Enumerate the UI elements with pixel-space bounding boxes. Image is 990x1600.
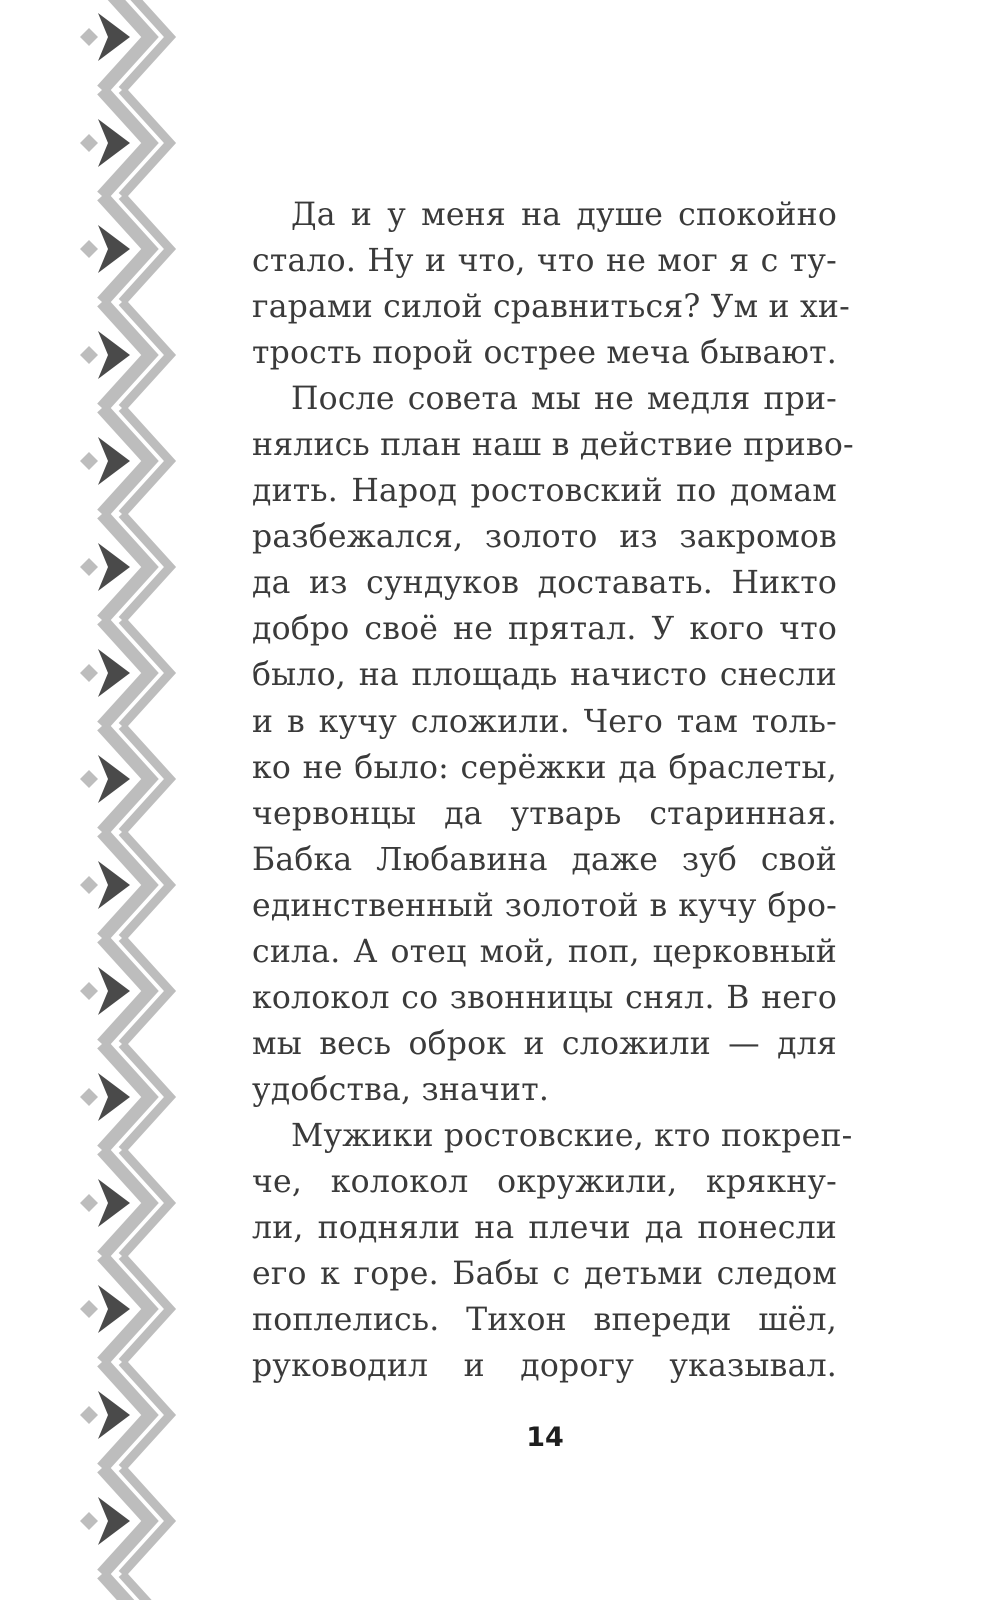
text-line: че, колокол окружили, крякну- <box>252 1163 837 1200</box>
ornament-diamond <box>80 240 98 258</box>
page-number: 14 <box>526 1422 564 1453</box>
ornament-chevron-arrow <box>98 1179 130 1227</box>
ornament-diamond <box>80 770 98 788</box>
ornament-chevron-arrow <box>98 649 130 697</box>
text-line: стало. Ну и что, что не мог я с ту- <box>252 243 837 280</box>
ornament-chevron-arrow <box>98 861 130 909</box>
ornament-chevron-arrow <box>98 119 130 167</box>
text-line: поплелись. Тихон впереди шёл, <box>252 1302 837 1339</box>
ornament-diamond <box>80 1300 98 1318</box>
text-line: мы весь оброк и сложили — для <box>252 1025 837 1062</box>
ornament-diamond <box>80 558 98 576</box>
text-line: гарами силой сравниться? Ум и хи- <box>252 289 850 326</box>
text-line: Мужики ростовские, кто покреп- <box>291 1117 853 1154</box>
text-line: руководил и дорогу указывал. <box>252 1348 837 1385</box>
ornament-diamond <box>80 452 98 470</box>
ornament-diamond <box>80 1088 98 1106</box>
text-line: ко не было: серёжки да браслеты, <box>252 749 837 786</box>
ornament-chevron-arrow <box>98 967 130 1015</box>
ornament-chevron-arrow <box>98 1073 130 1121</box>
text-line: Да и у меня на душе спокойно <box>291 197 837 233</box>
ornament-diamond <box>80 876 98 894</box>
text-line: нялись план наш в действие приво- <box>252 427 854 464</box>
text-line: и в кучу сложили. Чего там толь- <box>252 703 837 740</box>
text-line: было, на площадь начисто снесли <box>252 657 837 694</box>
body-text <box>252 192 854 1389</box>
text-line: дить. Народ ростовский по домам <box>252 473 837 510</box>
text-line: После совета мы не медля при- <box>291 381 837 418</box>
ornament-chevron-arrow <box>98 755 130 803</box>
ornament-diamond <box>80 1512 98 1530</box>
ornament-chevron-arrow <box>98 1497 130 1545</box>
ornament-chevron-arrow <box>98 13 130 61</box>
ornament-diamond <box>80 28 98 46</box>
text-line: его к горе. Бабы с детьми следом <box>252 1256 837 1293</box>
text-line: червонцы да утварь старинная. <box>252 795 837 832</box>
text-line: удобства, значит. <box>252 1071 550 1108</box>
ornament-diamond <box>80 1194 98 1212</box>
ornament-chevron-arrow <box>98 225 130 273</box>
text-line: Бабка Любавина даже зуб свой <box>252 841 837 878</box>
ornament-chevron-arrow <box>98 437 130 485</box>
text-line: да из сундуков доставать. Никто <box>252 565 837 602</box>
text-line: ли, подняли на плечи да понесли <box>252 1210 837 1247</box>
text-line: разбежался, золото из закромов <box>252 519 837 556</box>
ornament-chevron-arrow <box>98 1285 130 1333</box>
decorative-border <box>0 0 185 1600</box>
text-line: колокол со звонницы снял. В него <box>252 979 837 1016</box>
ornament-diamond <box>80 982 98 1000</box>
text-line: добро своё не прятал. У кого что <box>252 611 837 648</box>
text-line: единственный золотой в кучу бро- <box>252 887 837 924</box>
ornament-chevron-arrow <box>98 331 130 379</box>
ornament-diamond <box>80 664 98 682</box>
chevron-ornament-group <box>80 0 170 1600</box>
text-line: сила. А отец мой, поп, церковный <box>252 933 837 970</box>
ornament-diamond <box>80 134 98 152</box>
text-line: трость порой острее меча бывают. <box>252 335 837 372</box>
ornament-chevron-arrow <box>98 543 130 591</box>
ornament-diamond <box>80 346 98 364</box>
